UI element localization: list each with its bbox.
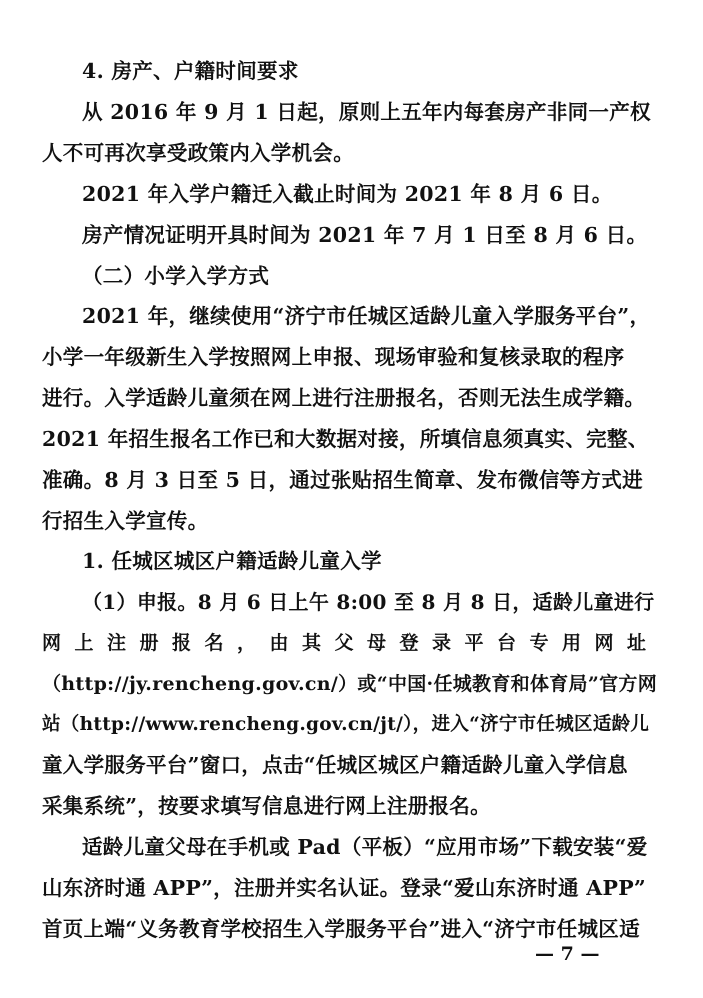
paragraph-line: 2021 年，继续使用“济宁市任城区适龄儿童入学服务平台”， bbox=[82, 304, 651, 328]
paragraph-line: 人不可再次享受政策内入学机会。 bbox=[42, 141, 354, 165]
paragraph-line: 进行。入学适龄儿童须在网上进行注册报名，否则无法生成学籍。 bbox=[42, 386, 646, 410]
paragraph-line: 从 2016 年 9 月 1 日起，原则上五年内每套房产非同一产权 bbox=[82, 100, 651, 124]
page-number: — 7 — bbox=[535, 943, 600, 965]
paragraph-line: 采集系统”，按要求填写信息进行网上注册报名。 bbox=[42, 794, 491, 818]
paragraph-line: 小学一年级新生入学按照网上申报、现场审验和复核录取的程序 bbox=[42, 345, 625, 369]
paragraph-line: 行招生入学宣传。 bbox=[42, 509, 209, 533]
paragraph-line-url: 站（http://www.rencheng.gov.cn/jt/），进入“济宁市任城区适龄儿 bbox=[42, 714, 650, 735]
paragraph-line: 2021 年入学户籍迁入截止时间为 2021 年 8 月 6 日。 bbox=[82, 182, 613, 206]
paragraph-line-url: （http://jy.rencheng.gov.cn/）或“中国·任城教育和体育局”官方网 bbox=[42, 673, 657, 695]
heading-1-urban-hukou-children: 1. 任城区城区户籍适龄儿童入学 bbox=[82, 549, 382, 573]
paragraph-line: 房产情况证明开具时间为 2021 年 7 月 1 日至 8 月 6 日。 bbox=[82, 223, 648, 247]
paragraph-line: 适龄儿童父母在手机或 Pad（平板）“应用市场”下载安装“爱 bbox=[82, 835, 648, 859]
paragraph-line: 2021 年招生报名工作已和大数据对接，所填信息须真实、完整、 bbox=[42, 427, 649, 451]
paragraph-line: 童入学服务平台”窗口，点击“任城区城区户籍适龄儿童入学信息 bbox=[42, 753, 628, 777]
paragraph-line: 首页上端“义务教育学校招生入学服务平台”进入“济宁市任城区适 bbox=[42, 917, 640, 941]
paragraph-line: 山东济时通 APP”，注册并实名认证。登录“爱山东济时通 APP” bbox=[42, 876, 647, 900]
heading-4-property-hukou: 4. 房产、户籍时间要求 bbox=[82, 59, 299, 83]
paragraph-line: 准确。8 月 3 日至 5 日，通过张贴招生简章、发布微信等方式进 bbox=[42, 468, 643, 492]
paragraph-line: （1）申报。8 月 6 日上午 8:00 至 8 月 8 日，适龄儿童进行 bbox=[82, 590, 655, 614]
section-heading-primary-enrollment: （二）小学入学方式 bbox=[82, 264, 270, 288]
paragraph-line: 网上注册报名，由其父母登录平台专用网址 bbox=[42, 632, 660, 654]
